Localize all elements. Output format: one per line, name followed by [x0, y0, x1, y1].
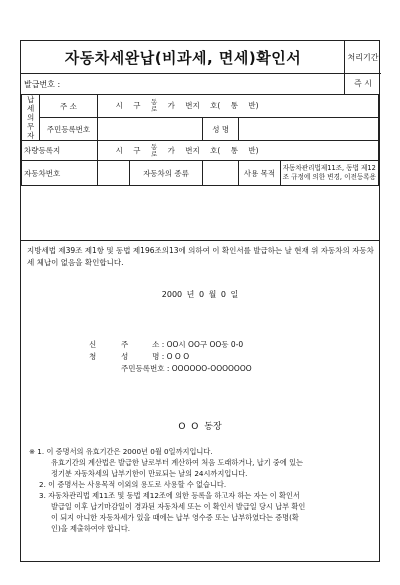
reg-ho: 호( [210, 145, 221, 155]
note-1: ※ 1. 이 증명서의 유효기간은 2000년 0월 0일까지입니다. [29, 447, 213, 456]
dong-chief: O O 동장 [178, 422, 222, 432]
addr-dong-ro [151, 99, 157, 113]
applicant-label: 신청 [89, 340, 97, 361]
processing-period-value: 즉 시 [354, 79, 372, 88]
reg-ga: 가 [167, 145, 175, 155]
statement-text: 지방세법 제39조 제1항 및 동법 제196조의13에 의하여 이 확인서를 발급하는 날 현재 위 자동차의 자동차세 체납이 없음을 확인합니다. [27, 246, 374, 267]
reg-gu: 구 [133, 145, 141, 155]
processing-period-label: 처리기간 [345, 41, 381, 74]
reg-dong: 동 [150, 142, 158, 151]
vehicle-kind-field[interactable] [203, 161, 239, 186]
reg-dong-ro [151, 144, 157, 158]
note-3-line-3: 이 되지 아니한 자동차세가 있을 때에는 납부 영수증 또는 납부하였다는 증명(확 [51, 513, 299, 522]
reg-si: 시 [115, 145, 123, 155]
reg-ro: 로 [150, 149, 158, 158]
address-field[interactable] [97, 95, 378, 118]
vehicle-no-field[interactable] [97, 161, 129, 186]
name-label: 성 명 [203, 118, 239, 141]
note-2: 2. 이 증명서는 사용목적 이외의 용도로 사용할 수 없습니다. [39, 480, 227, 489]
info-table [21, 94, 379, 186]
addr-ro: 로 [150, 105, 158, 113]
addr-dong: 동 [150, 98, 158, 106]
addr-gu: 구 [133, 101, 141, 110]
note-3-line-4: 인)을 제출하여야 합니다. [51, 524, 131, 533]
note-1-line-2: 유효기간의 계산법은 발급한 날로부터 계산하여 처음 도래하거나, 납기 중에 있는 [51, 458, 303, 467]
notes-block [29, 446, 375, 534]
certificate-form [20, 40, 380, 562]
title-cell [21, 41, 345, 74]
rrn-field[interactable] [97, 118, 203, 141]
reg-bunji: 번지 [185, 145, 200, 155]
purpose-text-2: 조 규정에 의한 변경, 이전등록용 [282, 173, 376, 181]
vehicle-kind-label: 자동차의 종류 [129, 161, 202, 186]
purpose-label [239, 161, 281, 186]
note-1-line-3: 정기분 자동차세의 납부기한이 만료되는 날의 24시까지입니다. [51, 469, 248, 478]
applicant-name: 성 명 : O O O [121, 352, 190, 361]
reg-place-field[interactable] [97, 141, 378, 161]
issue-number-label: 발급번호 : [24, 80, 61, 89]
addr-tong: 통 [230, 101, 238, 110]
vehicle-no-label: 자동차번호 [22, 161, 98, 186]
taxpayer-label-cell [22, 95, 40, 141]
purpose-label-text: 사용 목적 [243, 168, 276, 178]
name-field[interactable] [239, 118, 379, 141]
form-title: 자동차세완납(비과세, 면세)확인서 [64, 49, 302, 67]
addr-ban: 반) [248, 101, 259, 110]
reg-ban: 반) [248, 145, 259, 155]
rrn-label: 주민등록번호 [40, 118, 97, 141]
addr-ga: 가 [167, 101, 175, 110]
note-3-line-2: 발급일 이후 납기마감일이 경과된 자동차세 또는 이 확인서 발급일 당시 납부 확인 [51, 502, 306, 511]
applicant-rrn: 주민등록번호 : OOOOOO-OOOOOOO [121, 364, 252, 373]
taxpayer-label: 납 세 의무자 [27, 95, 35, 140]
address-label: 주 소 [40, 95, 97, 118]
purpose-text-1: 자동차관리법제11조, 동법 제12 [282, 164, 376, 172]
reg-place-label: 차량등록지 [22, 141, 98, 161]
addr-bunji: 번지 [185, 101, 200, 110]
body-separator [21, 240, 379, 241]
issue-date: 2000 년 0 월 0 일 [161, 290, 239, 299]
reg-tong: 통 [230, 145, 238, 155]
issue-number-row [21, 74, 345, 94]
applicant-address: 주 소 : OO시 OO구 OO동 0-0 [121, 340, 244, 349]
addr-si: 시 [115, 101, 123, 110]
addr-ho: 호( [210, 101, 221, 110]
note-3: 3. 자동차관리법 제11조 및 동법 제12조에 의한 등록을 하고자 하는 자는 이 확인서 [39, 491, 300, 500]
purpose-value [280, 161, 378, 186]
